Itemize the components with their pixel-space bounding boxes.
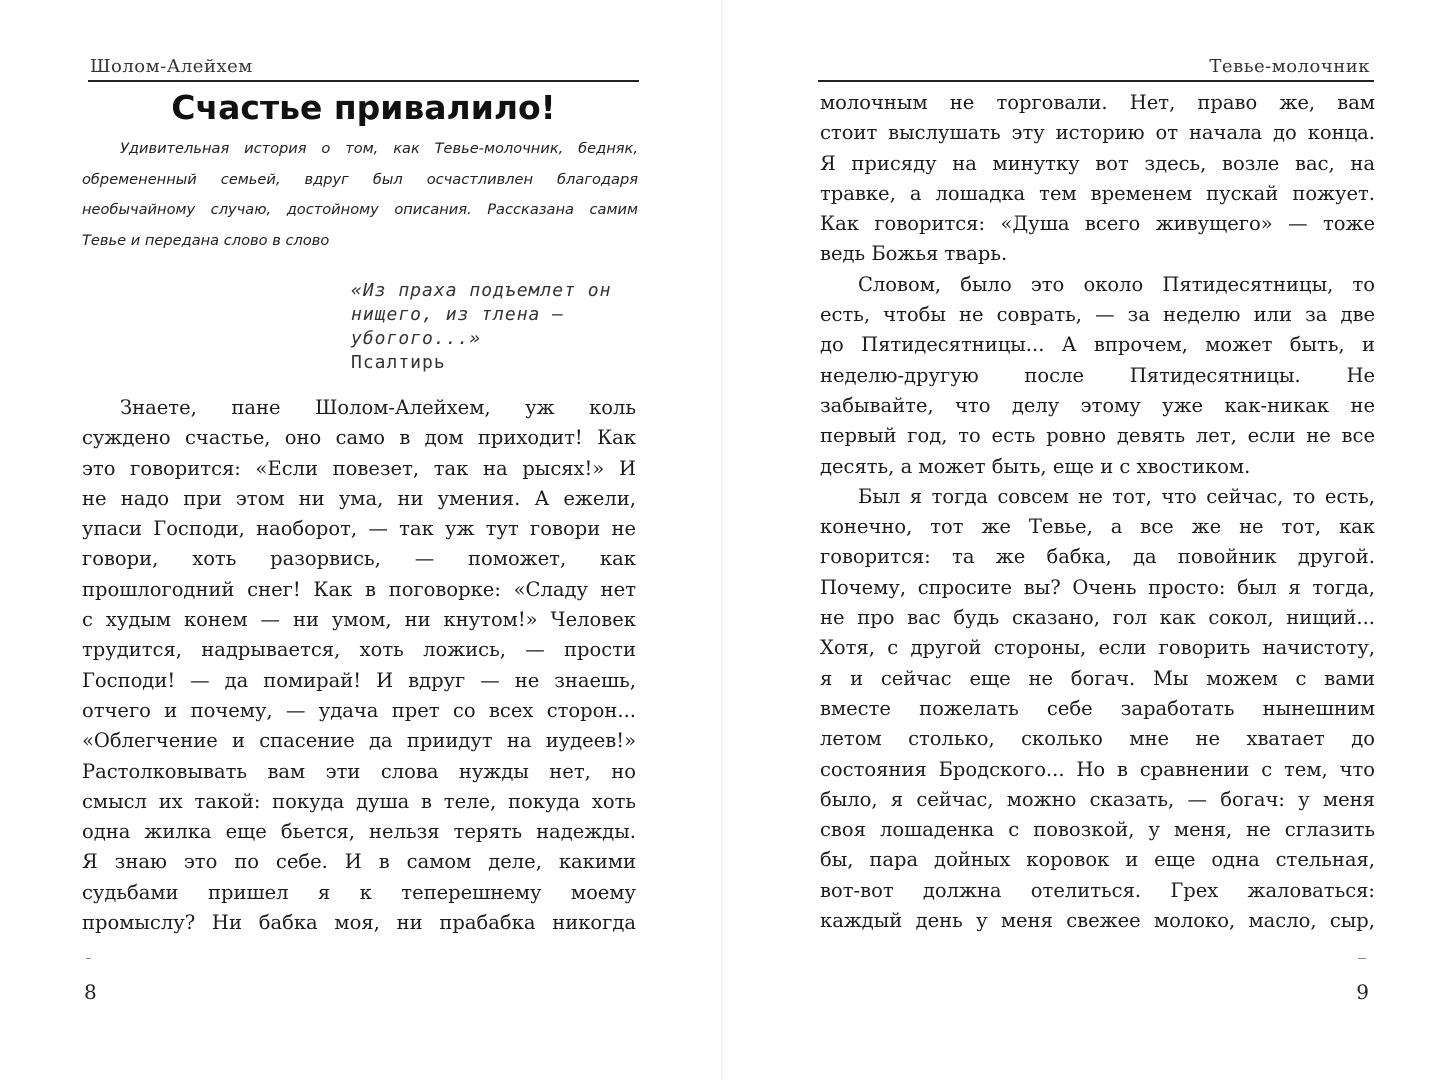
page-number: 8 [84,980,97,1004]
text-line: Как говорится: «Душа всего живущего» — тоже [820,212,1375,236]
header-rule [88,80,639,82]
text-line: смысл их такой: покуда душа в теле, покуда хоть [82,789,636,813]
text-line: я и сейчас еще не богач. Мы можем с вами [820,666,1375,690]
text-line: судьбами пришел я к теперешнему моему [82,880,636,904]
text-line: говори, хоть разорвись, — поможет, как [82,547,636,571]
footer-mark [86,958,91,959]
text-line: одна жилка еще бьется, нельзя терять надежды. [82,820,636,844]
text-line: это говорится: «Если повезет, так на рысях!» И [82,456,636,480]
text-line: стоит выслушать эту историю от начала до конца. [820,121,1375,145]
text-line: есть, чтобы не соврать, — за неделю или за две [820,303,1375,327]
text-line: летом столько, сколько мне не хватает до [820,727,1375,751]
text-line: Хотя, с другой стороны, если говорить начистоту, [820,636,1375,660]
text-line: трудится, надрывается, хоть ложись, — прости [82,638,636,662]
epigraph [351,279,641,375]
running-head-author: Шолом-Алейхем [90,56,253,77]
subtitle-line: Тевье и передана слово в слово [82,231,330,249]
text-line: отчего и почему, — удача прет со всех сторон... [82,698,636,722]
text-line: Словом, было это около Пятидесятницы, то [858,272,1375,296]
running-head-title: Тевье-молочник [1209,56,1370,77]
text-line: первый год, то есть ровно девять лет, если не все [820,424,1375,448]
text-line: молочным не торговали. Нет, право же, вам [820,91,1375,114]
subtitle-line: Удивительная история о том, как Тевье-молочник, бедняк, [120,140,638,157]
text-line: бы, пара дойных коровок и еще одна стельная, [820,848,1375,872]
text-line: упаси Господи, наоборот, — так уж тут говори не [82,517,636,541]
text-line: ведь Божья тварь. [820,242,1008,266]
text-line: вот-вот должна отелиться. Грех жаловаться: [820,878,1375,902]
text-line: неделю-другую после Пятидесятницы. Не [820,363,1375,387]
text-line: каждый день у меня свежее молоко, масло, сыр, [820,909,1375,933]
subtitle-line: обремененный семьей, вдруг был осчастливлен благодаря [82,170,638,188]
text-line: суждено счастье, оно само в дом приходит! Как [82,426,636,450]
text-line: с худым конем — ни умом, ни кнутом!» Человек [82,608,636,632]
right-page [722,0,1444,1080]
text-line: говорится: та же бабка, да повойник другой. [820,545,1375,569]
text-line: состояния Бродского... Но в сравнении с тем, что [820,757,1375,781]
text-line: «Облегчение и спасение да приидут на иудеев!» [82,729,636,753]
text-line: своя лошаденка с повозкой, у меня, не сглазить [820,818,1375,842]
text-line: Господи! — да помирай! И вдруг — не знаешь, [82,668,636,692]
footer-mark [1358,958,1366,959]
epigraph-source: Псалтирь [351,352,446,373]
text-line: до Пятидесятницы... А впрочем, может быть, и [820,333,1375,357]
text-line: не надо при этом ни ума, ни умения. А ежели, [82,486,636,510]
page-number: 9 [1356,980,1369,1004]
chapter-subtitle [82,134,638,256]
epigraph-line: нищего, из тлена — [351,304,565,325]
text-line: Я знаю это по себе. И в самом деле, какими [82,850,636,874]
text-line: не про вас будь сказано, гол как сокол, нищий... [820,606,1375,630]
text-line: Я присяду на минутку вот здесь, возле вас, на [820,151,1375,175]
text-line: Растолковывать вам эти слова нужды нет, но [82,759,636,783]
text-line: было, я сейчас, можно сказать, — богач: у меня [820,787,1375,811]
epigraph-line: «Из праха подъемлет он [351,280,612,301]
text-line: Был я тогда совсем не тот, что сейчас, то есть, [858,484,1375,508]
text-line: десять, а может быть, еще и с хвостиком. [820,454,1251,478]
text-line: забывайте, что делу этому уже как-никак не [820,393,1375,417]
text-line: промыслу? Ни бабка моя, ни прабабка никогда [82,911,636,935]
text-line: травке, а лошадка тем временем пускай пожует. [820,181,1375,205]
text-line: Почему, спросите вы? Очень просто: был я тогда, [820,575,1375,599]
text-line: Знаете, пане Шолом-Алейхем, уж коль [120,396,636,419]
epigraph-line: убогого...» [351,328,482,349]
text-line: вместе пожелать себе заработать нынешним [820,696,1375,720]
left-body-text [82,393,636,938]
subtitle-line: необычайному случаю, достойному описания. Рассказана самим [82,201,638,218]
text-line: прошлогодний снег! Как в поговорке: «Сладу нет [82,577,636,601]
chapter-title: Счастье привалило! [171,88,556,127]
header-rule [818,80,1374,82]
text-line: конечно, тот же Тевье, а все же не тот, как [820,515,1375,539]
right-body-text [820,88,1375,936]
